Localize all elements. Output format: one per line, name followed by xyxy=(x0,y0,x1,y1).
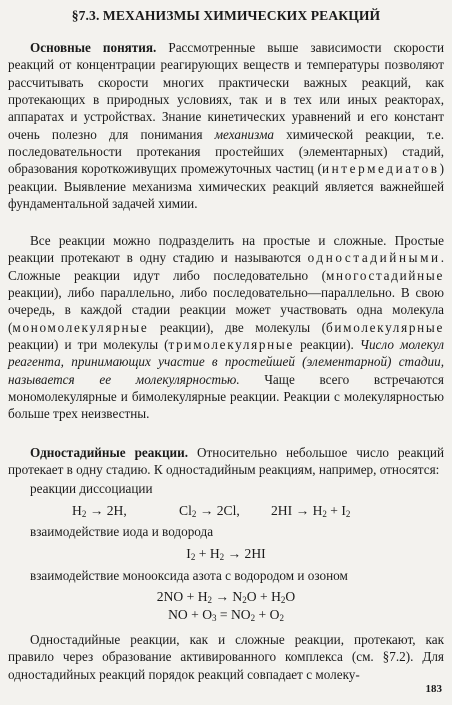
paragraph-reaction-types xyxy=(8,232,444,423)
mechanism-term: механизма xyxy=(214,126,274,142)
sym: NO xyxy=(168,607,188,622)
page-number: 183 xyxy=(425,683,442,695)
p2-text-e: реакции) и три молекулы ( xyxy=(8,337,169,353)
p1-text-a: Рассмотренные выше зависимости скорости реакций от концентрации реагирующих веществ и температуры позволяют рассчитывать скорости многих практически важных реакций, как протекающих в природных условиях, так и в тех или иных реакторах, аппаратах и устройствах. Знание кинетических уравнений и его констант очень полезно для понимания xyxy=(8,40,445,142)
sub: 2 xyxy=(250,613,256,623)
label-nitric-oxide: взаимодействие монооксида азота с водородом и озоном xyxy=(30,568,348,583)
trimolecular-term: тримолекулярные xyxy=(168,337,295,353)
sym: 2HI xyxy=(271,503,293,518)
plus: + xyxy=(258,607,267,622)
sym: N xyxy=(232,589,243,604)
equation-iodine-hydrogen xyxy=(0,546,452,562)
label-dissociation: реакции диссоциации xyxy=(30,481,153,496)
p2-text-f: реакции). xyxy=(294,337,360,353)
bimolecular-term: бимолекулярные xyxy=(325,319,444,335)
sym: H xyxy=(197,589,208,604)
eq1-hydrogen-iodide xyxy=(271,503,350,519)
sub: 2 xyxy=(280,595,286,605)
paragraph-basic-concepts xyxy=(8,39,444,212)
sym: O xyxy=(269,607,280,622)
sym: O xyxy=(202,607,213,622)
sub: 2 xyxy=(190,552,196,562)
intermediates-term: интермедиатов xyxy=(321,161,440,177)
sym: H xyxy=(312,503,323,518)
p2-text-d: реакции), две молекулы ( xyxy=(148,319,326,335)
p2-text-a: Все реакции можно подразделить на простые и сложные. Простые реакции протекают в одну стадию и называются xyxy=(8,233,444,266)
sub: 2 xyxy=(219,552,225,562)
sym: H xyxy=(209,546,220,561)
sub: 2 xyxy=(345,509,351,519)
p3-text-a: Относительно небольшое число реакций протекает в одну стадию. К одностадийным реакциям, например, относятся: xyxy=(8,445,444,478)
equation-no-ozone: NO + $O_3 = NO_2 + O_2$ xyxy=(168,607,284,623)
equation-no-hydrogen xyxy=(0,589,452,605)
sym: O xyxy=(246,589,257,604)
arrow: → xyxy=(295,503,310,518)
arrow: → xyxy=(89,503,104,518)
lead-one-stage: Одностадийные реакции. xyxy=(30,445,189,460)
arrow: → xyxy=(227,546,242,561)
sub: 2 xyxy=(81,509,87,519)
one-stage-term: одностадийными xyxy=(307,250,441,266)
eq1-chlorine xyxy=(179,503,240,519)
multi-stage-term: многостадийные xyxy=(325,267,444,283)
section-title: §7.3. МЕХАНИЗМЫ ХИМИЧЕСКИХ РЕАКЦИЙ xyxy=(71,8,381,23)
sub: 2 xyxy=(322,509,327,519)
molecularity-definition: Число молекул реагента, принимающих участие в простейшей (элементарной) стадии, называется ее молекулярностью. xyxy=(8,337,444,387)
arrow: → xyxy=(215,589,230,604)
label-iodine-hydrogen: взаимодействие иода и водорода xyxy=(30,524,214,539)
p2-text-b: . Сложные реакции идут либо последовательно ( xyxy=(8,250,444,283)
sym: 2Cl, xyxy=(216,503,240,518)
paragraph-one-stage-reactions xyxy=(8,444,444,479)
sym: H xyxy=(271,589,281,604)
plus: + xyxy=(330,503,338,518)
p1-text-c: ) реакции. Выявление механизма химических реакций является важнейшей фундаментальной задачей химии. xyxy=(8,161,444,212)
plus: + xyxy=(198,546,207,561)
sub: 2 xyxy=(242,595,247,605)
sym: 2HI xyxy=(244,546,266,561)
plus: + xyxy=(259,589,268,604)
sym: Cl xyxy=(179,503,192,518)
p2-text-g: Чаще всего встречаются мономолекулярные и бимолекулярные реакции. Реакции с молекулярностью больше трех неизвестны. xyxy=(8,371,444,422)
sym: H xyxy=(72,503,82,518)
paragraph-activated-complex: Одностадийные реакции, как и сложные реакции, протекают, как правило через образование активированного комплекса (см. §7.2). Для одностадийных реакций порядок реакций совпадает с молеку- xyxy=(8,632,444,682)
plus: + xyxy=(186,589,195,604)
sub: 2 xyxy=(207,595,213,605)
sub: 2 xyxy=(279,613,284,623)
sub: 2 xyxy=(191,509,197,519)
sub: 3 xyxy=(212,613,217,623)
sym: I xyxy=(341,503,346,518)
p1-text-b: химической реакции, т.е. последовательности протекания простейших (элементарных) стадий, образования короткоживущих промежуточных частиц ( xyxy=(8,126,445,177)
eq1-hydrogen xyxy=(72,503,127,519)
arrow: → xyxy=(199,503,214,518)
sym: I xyxy=(186,546,191,561)
p2-text-c: реакции), либо параллельно, либо последовательно—параллельно. В свою очередь, в каждой стадии реакции может участвовать одна молекула ( xyxy=(8,285,444,335)
plus: + xyxy=(191,607,199,622)
sym: O xyxy=(285,589,296,604)
sym: NO xyxy=(230,607,251,622)
sym: 2H, xyxy=(106,503,127,518)
sym: 2NO xyxy=(156,589,184,604)
lead-basic-concepts: Основные понятия. xyxy=(30,40,157,55)
monomolecular-term: мономолекулярные xyxy=(12,319,149,335)
